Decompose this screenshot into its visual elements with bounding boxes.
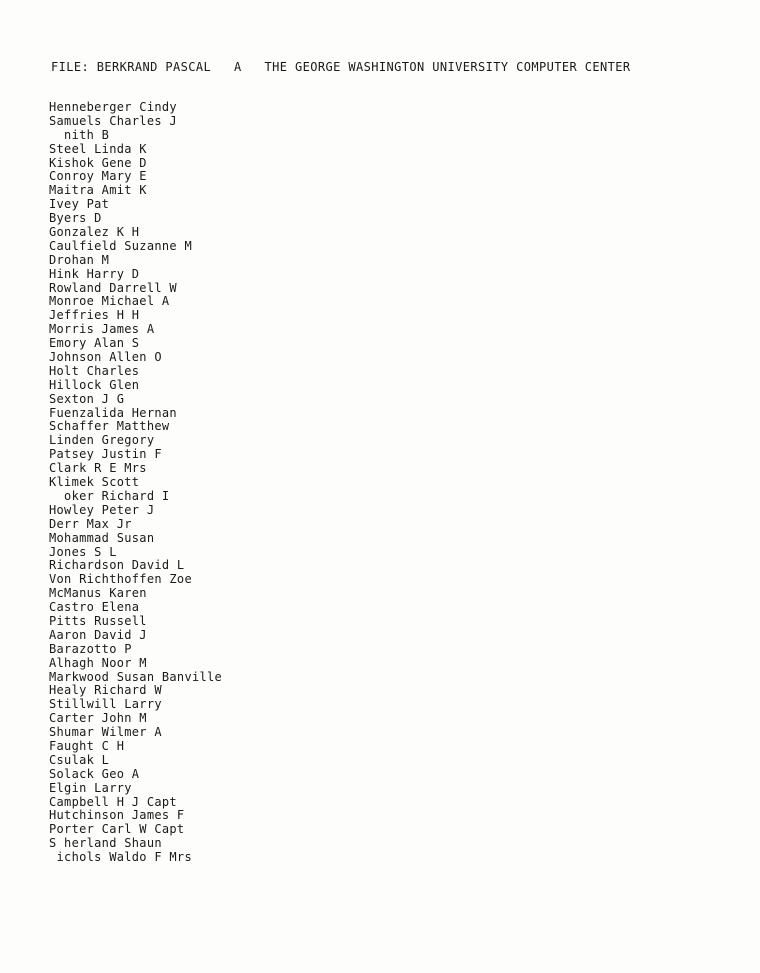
list-item: Conroy Mary E <box>49 169 147 184</box>
list-item: Gonzalez K H <box>49 225 140 240</box>
list-item: Morris James A <box>49 322 155 337</box>
list-item: Porter Carl W Capt <box>49 822 185 837</box>
list-item: oker Richard I <box>49 488 170 503</box>
page-header <box>51 60 630 74</box>
list-item: Derr Max Jr <box>49 516 132 531</box>
list-item: Hillock Glen <box>49 377 140 392</box>
list-item: Solack Geo A <box>49 766 140 781</box>
list-item: Barazotto P <box>49 641 132 656</box>
list-item: Kishok Gene D <box>49 155 147 170</box>
list-item: Carter John M <box>49 711 147 726</box>
list-item: Caulfield Suzanne M <box>49 238 192 253</box>
list-item: Monroe Michael A <box>49 294 170 309</box>
list-item: Patsey Justin F <box>49 447 162 462</box>
institution-name: THE GEORGE WASHINGTON UNIVERSITY COMPUTER CENTER <box>264 60 631 74</box>
list-item: Richardson David L <box>49 558 185 573</box>
list-item: Schaffer Matthew <box>49 419 170 434</box>
list-item: Mohammad Susan <box>49 530 155 545</box>
name-list <box>49 101 222 865</box>
list-item: Holt Charles <box>49 363 140 378</box>
list-item: Sexton J G <box>49 391 125 406</box>
list-item: Byers D <box>49 211 102 226</box>
list-item: Alhagh Noor M <box>49 655 147 670</box>
list-item: Markwood Susan Banville <box>49 669 223 684</box>
list-item: ichols Waldo F Mrs <box>49 850 192 865</box>
list-item: Linden Gregory <box>49 433 155 448</box>
list-item: Klimek Scott <box>49 475 140 490</box>
list-item: Drohan M <box>49 252 110 267</box>
list-item: Jeffries H H <box>49 308 140 323</box>
list-item: Howley Peter J <box>49 502 155 517</box>
list-item: Aaron David J <box>49 627 147 642</box>
list-item: Hink Harry D <box>49 266 140 281</box>
list-item: Steel Linda K <box>49 141 147 156</box>
file-label: FILE: BERKRAND PASCAL <box>51 60 212 74</box>
list-item: Samuels Charles J <box>49 113 177 128</box>
list-item: Rowland Darrell W <box>49 280 177 295</box>
list-item: Campbell H J Capt <box>49 794 177 809</box>
list-item: Henneberger Cindy <box>49 100 177 114</box>
list-item: S herland Shaun <box>49 836 162 851</box>
list-item: McManus Karen <box>49 586 147 601</box>
list-item: Fuenzalida Hernan <box>49 405 177 420</box>
list-item: Stillwill Larry <box>49 697 162 712</box>
list-item: Castro Elena <box>49 600 140 615</box>
list-item: Healy Richard W <box>49 683 162 698</box>
list-item: Elgin Larry <box>49 780 132 795</box>
file-code: A <box>234 60 242 74</box>
list-item: Von Richthoffen Zoe <box>49 572 192 587</box>
list-item: Faught C H <box>49 738 125 753</box>
list-item: Hutchinson James F <box>49 808 185 823</box>
list-item: Johnson Allen O <box>49 350 162 365</box>
list-item: Csulak L <box>49 752 110 767</box>
list-item: Clark R E Mrs <box>49 461 147 476</box>
list-item: Ivey Pat <box>49 197 110 212</box>
list-item: nith B <box>49 127 110 142</box>
list-item: Maitra Amit K <box>49 183 147 198</box>
list-item: Pitts Russell <box>49 613 147 628</box>
list-item: Shumar Wilmer A <box>49 725 162 740</box>
list-item: Emory Alan S <box>49 336 140 351</box>
list-item: Jones S L <box>49 544 117 559</box>
